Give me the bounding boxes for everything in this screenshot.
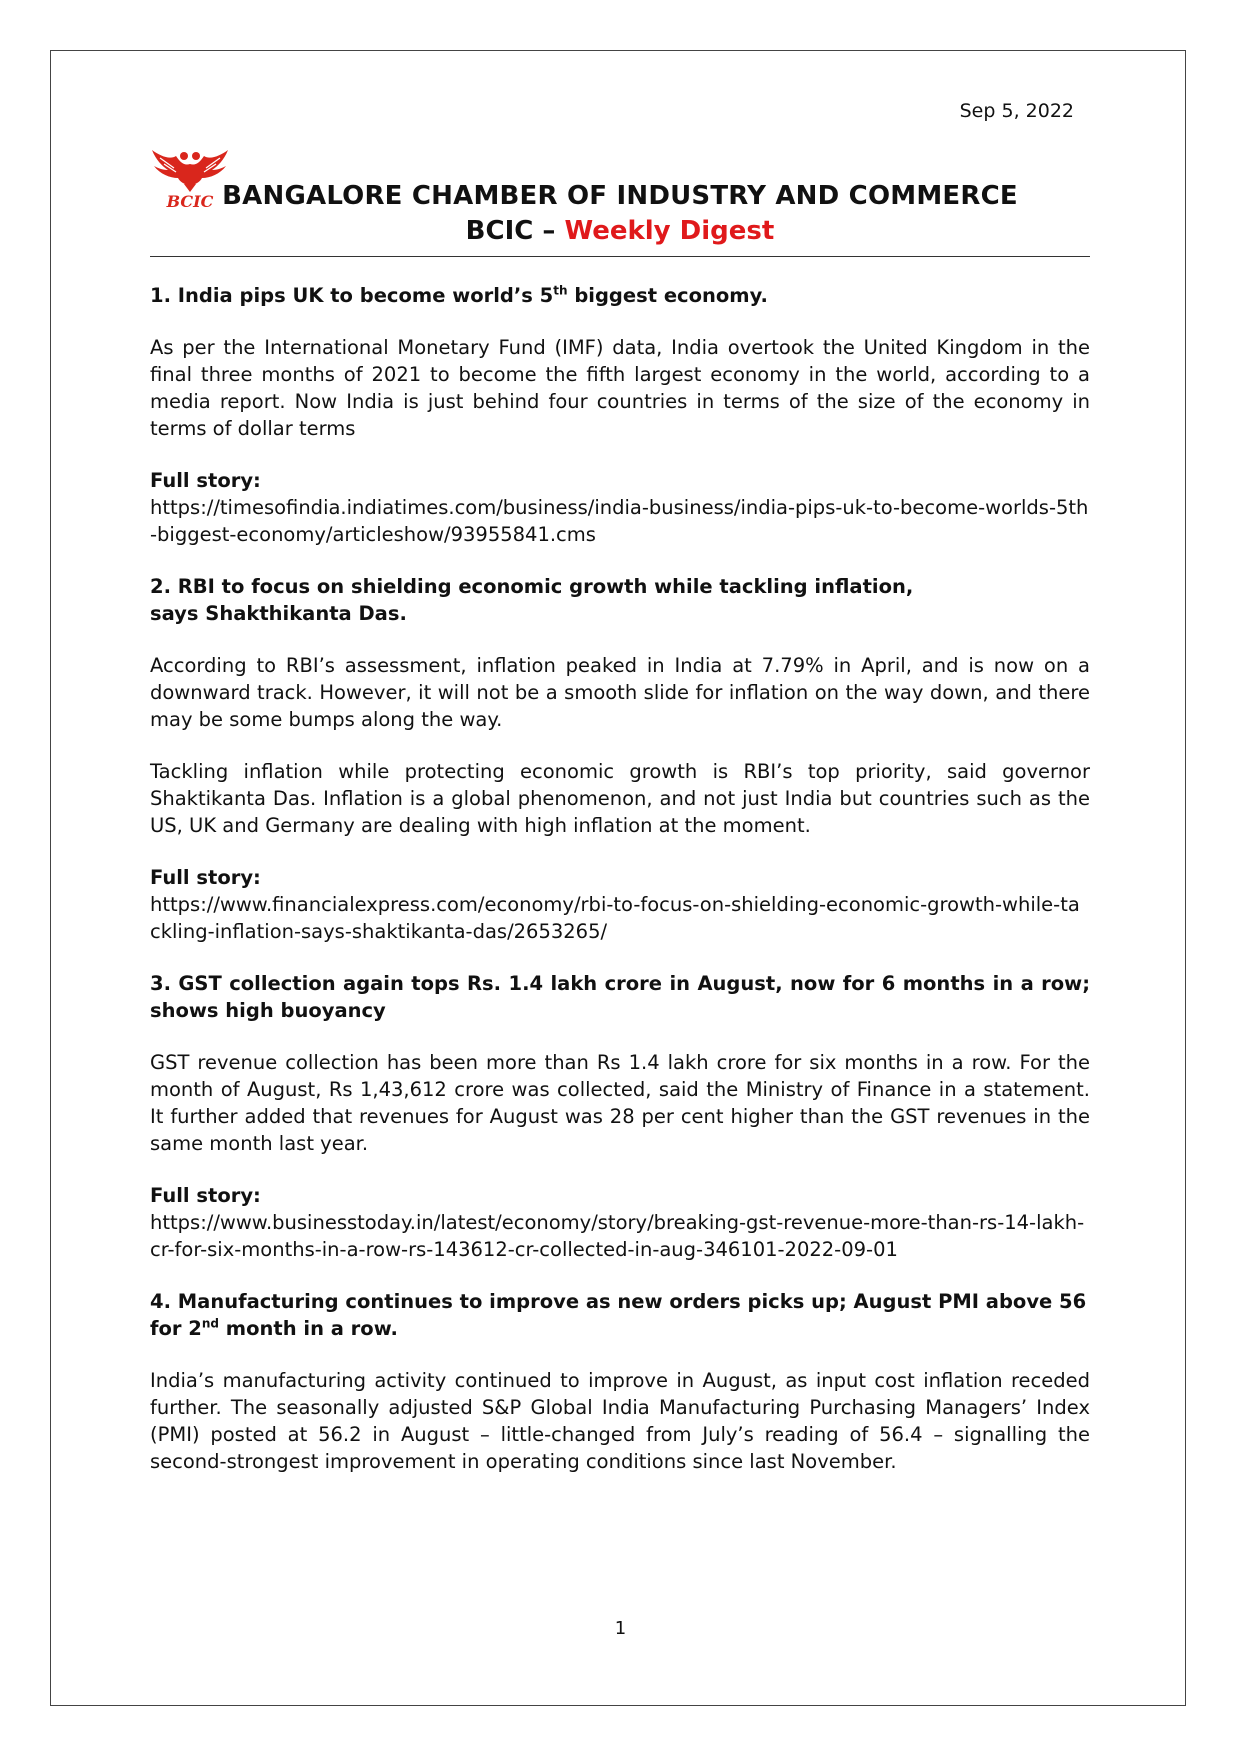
page-number: 1 <box>614 1618 627 1639</box>
heading-text-end: month in a row. <box>219 1317 398 1340</box>
heading-text: 4. Manufacturing continues to improve as new orders picks up; August PMI above 56 for 2 <box>150 1290 1087 1340</box>
article-paragraph: India’s manufacturing activity continued to improve in August, as input cost inflation receded further. The seasonally adjusted S&P Global India Manufacturing Purchasing Managers’ Index (PMI) posted at 56.2 in August – little-changed from July’s reading of 56.4 – signalling the second-strongest improvement in operating conditions since last November. <box>150 1369 1090 1473</box>
article-3 <box>150 970 1090 1263</box>
article-paragraph: Tackling inflation while protecting economic growth is RBI’s top priority, said governor Shaktikanta Das. Inflation is a global phenomenon, and not just India but countries such as the US, UK and Germany are dealing with high inflation at the moment. <box>150 760 1090 837</box>
digest-content <box>150 282 1090 1500</box>
heading-superscript: nd <box>201 1316 219 1331</box>
article-paragraph: GST revenue collection has been more than Rs 1.4 lakh crore for six months in a row. For the month of August, Rs 1,43,612 crore was collected, said the Ministry of Finance in a statement. It further added that revenues for August was 28 per cent higher than the GST revenues in the same month last year. <box>150 1051 1090 1155</box>
heading-text-end: says Shakthikanta Das. <box>150 602 407 625</box>
article-heading <box>150 282 1090 309</box>
header-divider <box>150 256 1090 257</box>
full-story-link[interactable]: https://www.financialexpress.com/economy/rbi-to-focus-on-shielding-economic-growth-while-tackling-inflation-says-shaktikanta-das/2653265/ <box>150 893 1080 943</box>
article-paragraph: According to RBI’s assessment, inflation peaked in India at 7.79% in April, and is now on a downward track. However, it will not be a smooth slide for inflation on the way down, and there may be some bumps along the way. <box>150 654 1090 731</box>
heading-text: 1. India pips UK to become world’s 5 <box>150 284 554 307</box>
full-story-label: Full story: <box>150 1184 261 1207</box>
article-heading <box>150 1288 1090 1342</box>
article-2 <box>150 573 1090 945</box>
full-story-link[interactable]: https://www.businesstoday.in/latest/economy/story/breaking-gst-revenue-more-than-rs-14-lakh-cr-for-six-months-in-a-row-rs-143612-cr-collected-in-aug-346101-2022-09-01 <box>150 1211 1085 1261</box>
heading-superscript: th <box>553 283 568 298</box>
digest-subtitle <box>150 216 1090 246</box>
article-4 <box>150 1288 1090 1475</box>
heading-text: 2. RBI to focus on shielding economic growth while tackling inflation, <box>150 575 914 598</box>
full-story-label: Full story: <box>150 469 261 492</box>
article-1 <box>150 282 1090 548</box>
full-story-label: Full story: <box>150 866 261 889</box>
article-heading <box>150 573 1090 627</box>
subtitle-prefix: BCIC – <box>465 216 565 246</box>
heading-text-end: biggest economy. <box>567 284 768 307</box>
full-story <box>150 467 1090 548</box>
logo-text: BCIC <box>166 192 214 210</box>
article-heading: 3. GST collection again tops Rs. 1.4 lakh crore in August, now for 6 months in a row; shows high buoyancy <box>150 972 1090 1022</box>
full-story <box>150 1182 1090 1263</box>
article-paragraph: As per the International Monetary Fund (IMF) data, India overtook the United Kingdom in the final three months of 2021 to become the fifth largest economy in the world, according to a media report. Now India is just behind four countries in terms of the size of the economy in terms of dollar terms <box>150 336 1090 440</box>
subtitle-highlight: Weekly Digest <box>564 216 775 246</box>
full-story-link[interactable]: https://timesofindia.indiatimes.com/business/india-business/india-pips-uk-to-become-worlds-5th-biggest-economy/articleshow/93955841.cms <box>150 496 1089 546</box>
full-story <box>150 864 1090 945</box>
organization-title: BANGALORE CHAMBER OF INDUSTRY AND COMMERCE <box>222 181 1018 211</box>
document-date: Sep 5, 2022 <box>959 100 1074 122</box>
